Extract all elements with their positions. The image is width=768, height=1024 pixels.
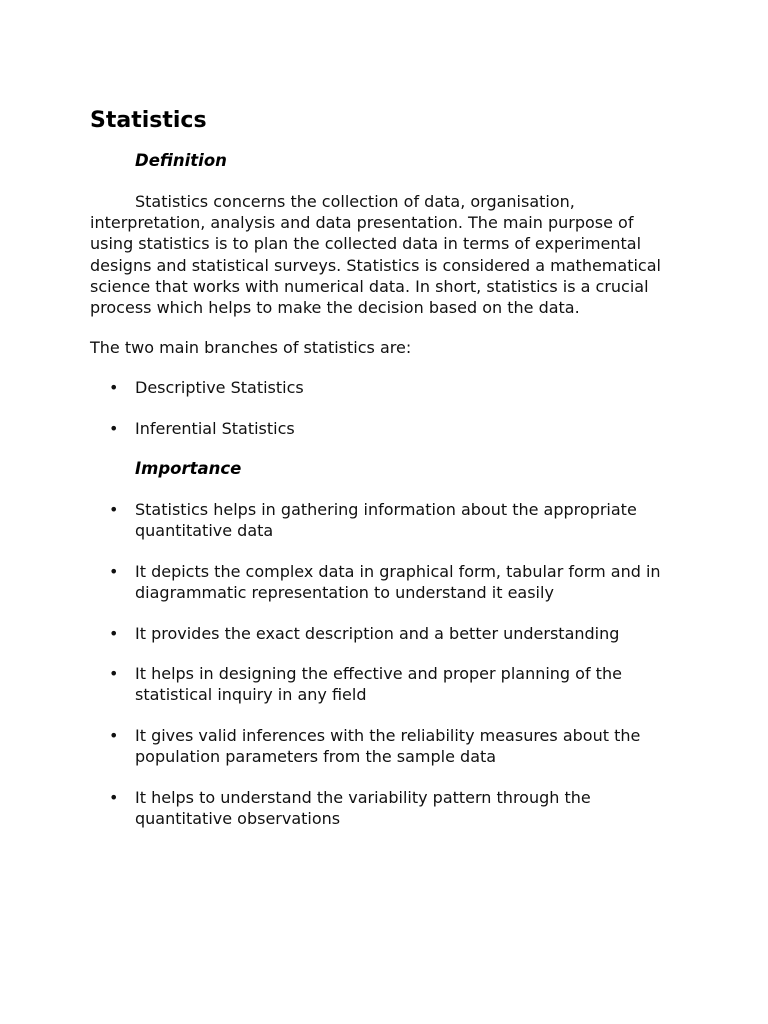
- bullet-icon: •: [109, 378, 119, 398]
- bullet-icon: •: [109, 726, 119, 746]
- list-item-text: It helps to understand the variability pattern through the quantitative observations: [135, 787, 591, 828]
- list-item: [90, 499, 680, 541]
- list-item: [90, 623, 680, 644]
- bullet-icon: •: [109, 499, 119, 519]
- list-item-text: Descriptive Statistics: [135, 378, 304, 398]
- list-item: [90, 663, 680, 705]
- bullet-icon: •: [109, 418, 119, 438]
- branches-list: [90, 377, 680, 438]
- bullet-icon: •: [109, 663, 119, 683]
- bullet-icon: •: [109, 787, 119, 807]
- list-item-text: Inferential Statistics: [135, 418, 295, 438]
- importance-list: [90, 499, 680, 829]
- document-page: [90, 106, 680, 829]
- list-item: [90, 725, 680, 767]
- importance-heading: Importance: [135, 458, 242, 478]
- branches-intro: The two main branches of statistics are:: [90, 338, 412, 358]
- definition-heading: Definition: [135, 151, 227, 170]
- list-item-text: It depicts the complex data in graphical form, tabular form and in diagrammatic representation to understand it easily: [135, 562, 661, 603]
- page-title: Statistics: [90, 108, 207, 133]
- list-item-text: Statistics helps in gathering information about the appropriate quantitative data: [135, 499, 637, 541]
- list-item: [90, 418, 680, 439]
- list-item-text: It gives valid inferences with the reliability measures about the population parameters from the sample data: [135, 726, 641, 767]
- list-item-text: It helps in designing the effective and proper planning of the statistical inquiry in any field: [135, 663, 622, 705]
- bullet-icon: •: [109, 623, 119, 643]
- list-item: [90, 561, 680, 603]
- bullet-icon: •: [109, 562, 119, 582]
- definition-paragraph: Statistics concerns the collection of data, organisation, interpretation, analysis and data presentation. The main purpose of using statistics is to plan the collected data in terms of experimental designs and statistical surveys. Statistics is considered a mathematical science that works with numerical data. In short, statistics is a crucial process which helps to make the decision based on the data.: [90, 192, 661, 318]
- list-item: [90, 377, 680, 398]
- list-item-text: It provides the exact description and a better understanding: [135, 623, 620, 643]
- list-item: [90, 787, 680, 829]
